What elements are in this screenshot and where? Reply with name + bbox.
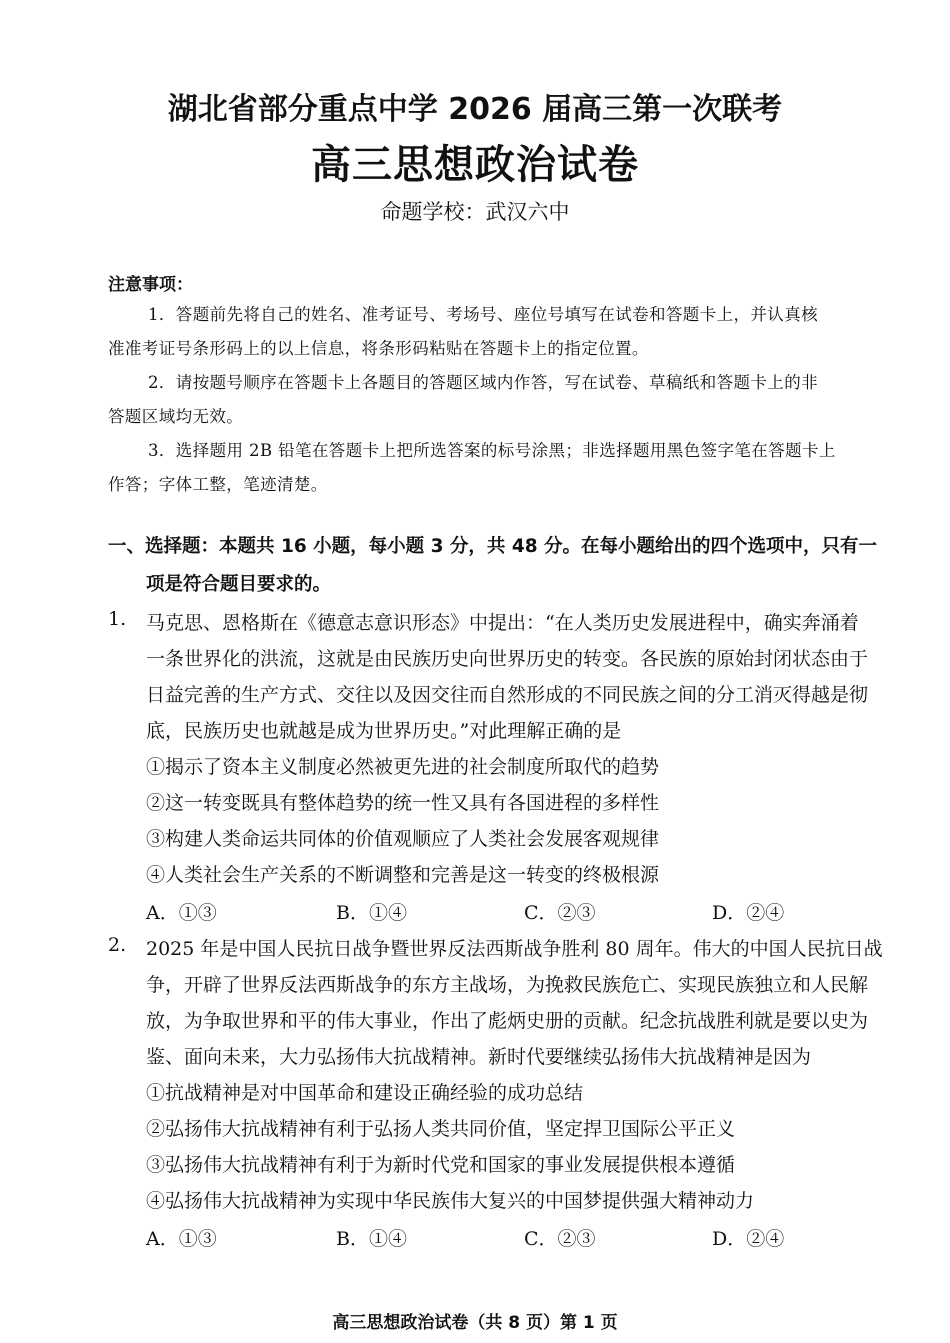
statement-4: ④人类社会生产关系的不断调整和完善是这一转变的终极根源 xyxy=(146,864,660,886)
statement-3: ③弘扬伟大抗战精神有利于为新时代党和国家的事业发展提供根本遵循 xyxy=(146,1154,736,1176)
option-a: A．①③ xyxy=(146,902,217,924)
question-number: 2. xyxy=(108,934,127,956)
statement-1: ①抗战精神是对中国革命和建设正确经验的成功总结 xyxy=(146,1082,584,1104)
section-line: 项是符合题目要求的。 xyxy=(146,574,332,595)
option-c: C．②③ xyxy=(524,1228,596,1250)
statement-2: ②这一转变既具有整体趋势的统一性又具有各国进程的多样性 xyxy=(146,792,660,814)
notice-line: 答题区域均无效。 xyxy=(108,407,244,426)
exam-title: 湖北省部分重点中学 2026 届高三第一次联考 xyxy=(167,92,783,127)
subject-title: 高三思想政治试卷 xyxy=(311,142,639,188)
question-stem-line: 鉴、面向未来，大力弘扬伟大抗战精神。新时代要继续弘扬伟大抗战精神是因为 xyxy=(146,1046,812,1068)
section-line: 一、选择题：本题共 16 小题，每小题 3 分，共 48 分。在每小题给出的四个选项中，只有一 xyxy=(108,536,878,557)
question-stem-line: 马克思、恩格斯在《德意志意识形态》中提出：“在人类历史发展进程中，确实奔涌着 xyxy=(146,612,859,634)
statement-2: ②弘扬伟大抗战精神有利于弘扬人类共同价值，坚定捍卫国际公平正义 xyxy=(146,1118,736,1140)
question-stem-line: 放，为争取世界和平的伟大事业，作出了彪炳史册的贡献。纪念抗战胜利就是要以史为 xyxy=(146,1010,869,1032)
question-number: 1. xyxy=(108,608,127,630)
option-a: A．①③ xyxy=(146,1228,217,1250)
option-c: C．②③ xyxy=(524,902,596,924)
option-d: D．②④ xyxy=(712,1228,785,1250)
statement-4: ④弘扬伟大抗战精神为实现中华民族伟大复兴的中国梦提供强大精神动力 xyxy=(146,1190,755,1212)
page-footer: 高三思想政治试卷（共 8 页）第 1 页 xyxy=(332,1313,618,1333)
statement-1: ①揭示了资本主义制度必然被更先进的社会制度所取代的趋势 xyxy=(146,756,660,778)
notice-heading: 注意事项： xyxy=(108,275,193,295)
question-stem-line: 2025 年是中国人民抗日战争暨世界反法西斯战争胜利 80 周年。伟大的中国人民抗日战 xyxy=(146,938,883,960)
option-b: B．①④ xyxy=(336,902,407,924)
question-stem-line: 争，开辟了世界反法西斯战争的东方主战场，为挽救民族危亡、实现民族独立和人民解 xyxy=(146,974,869,996)
option-d: D．②④ xyxy=(712,902,785,924)
school-line: 命题学校：武汉六中 xyxy=(380,200,570,224)
option-b: B．①④ xyxy=(336,1228,407,1250)
notice-line: 1．答题前先将自己的姓名、准考证号、考场号、座位号填写在试卷和答题卡上，并认真核 xyxy=(148,305,818,324)
notice-line: 2．请按题号顺序在答题卡上各题目的答题区域内作答，写在试卷、草稿纸和答题卡上的非 xyxy=(148,373,818,392)
question-stem-line: 日益完善的生产方式、交往以及因交往而自然形成的不同民族之间的分工消灭得越是彻 xyxy=(146,684,869,706)
question-stem-line: 底，民族历史也就越是成为世界历史。”对此理解正确的是 xyxy=(146,720,622,742)
notice-line: 准准考证号条形码上的以上信息，将条形码粘贴在答题卡上的指定位置。 xyxy=(108,339,649,358)
notice-line: 3．选择题用 2B 铅笔在答题卡上把所选答案的标号涂黑；非选择题用黑色签字笔在答题卡上 xyxy=(148,441,836,460)
notice-line: 作答；字体工整，笔迹清楚。 xyxy=(108,475,328,494)
statement-3: ③构建人类命运共同体的价值观顺应了人类社会发展客观规律 xyxy=(146,828,660,850)
question-stem-line: 一条世界化的洪流，这就是由民族历史向世界历史的转变。各民族的原始封闭状态由于 xyxy=(146,648,869,670)
